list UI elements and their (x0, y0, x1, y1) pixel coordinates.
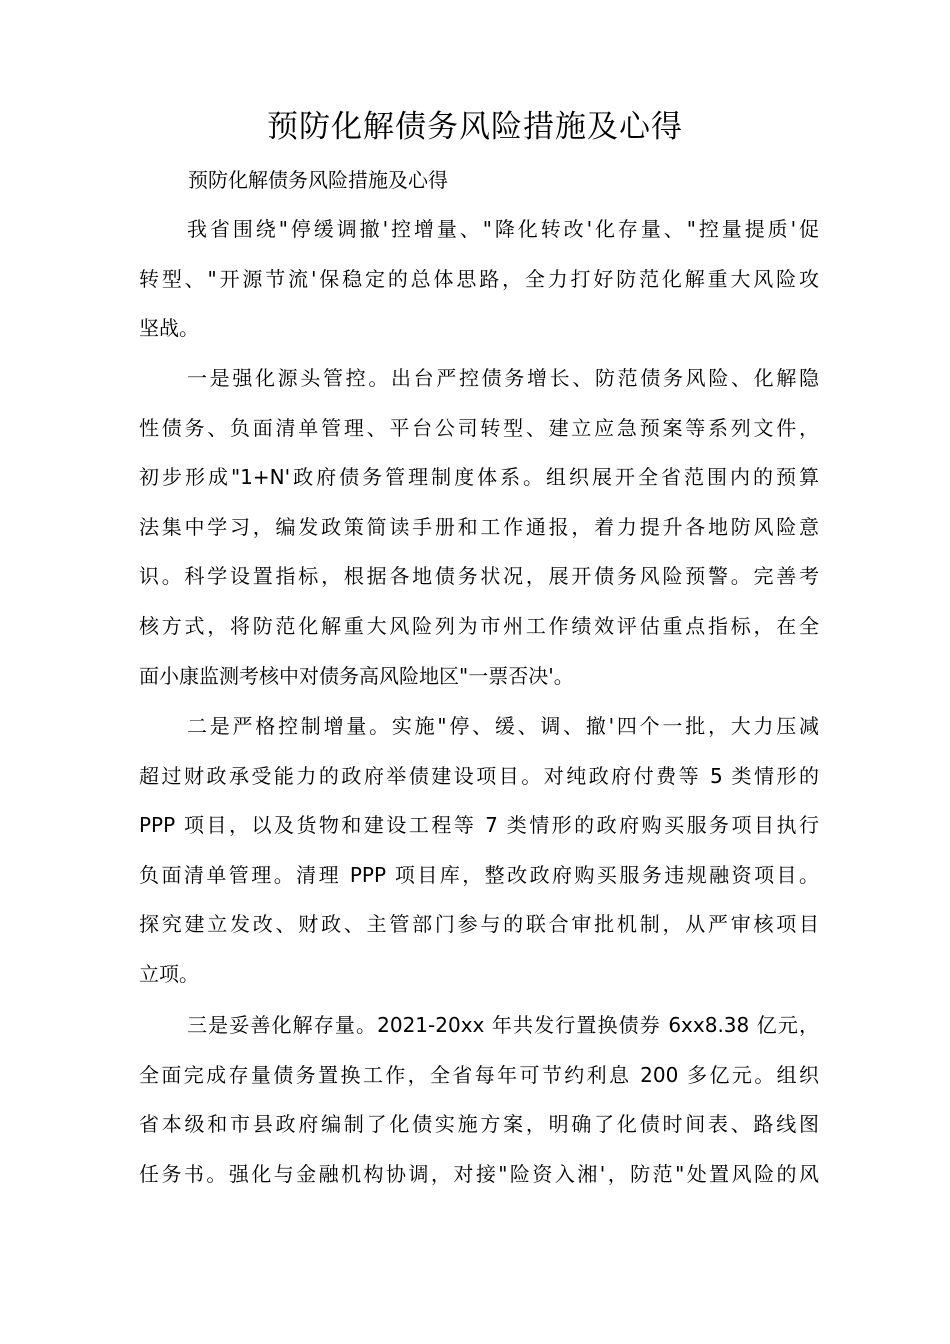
paragraph-line: 性债务、负面清单管理、平台公司转型、建立应急预案等系列文件， (139, 415, 819, 440)
paragraph-line: 探究建立发改、财政、主管部门参与的联合审批机制，从严审核项目 (139, 912, 819, 937)
paragraph-source-control (139, 354, 819, 701)
document-title: 预防化解债务风险措施及心得 (267, 109, 683, 145)
paragraph-resolve-stock (139, 1001, 819, 1199)
paragraph-line: 面小康监测考核中对债务高风险地区"一票否决'。 (139, 663, 574, 688)
paragraph-line: 任务书。强化与金融机构协调，对接"险资入湘'，防范"处置风险的风 (139, 1161, 819, 1186)
paragraph-line: 坚战。 (139, 316, 199, 341)
paragraph-line: 三是妥善化解存量。2021-20xx 年共发行置换债券 6xx8.38 亿元， (187, 1013, 819, 1037)
paragraph-line: 核方式，将防范化解重大风险列为市州工作绩效评估重点指标，在全 (139, 613, 819, 638)
paragraph-line: 初步形成"1+N'政府债务管理制度体系。组织展开全省范围内的预算 (139, 465, 819, 490)
paragraph-line: 超过财政承受能力的政府举债建设项目。对纯政府付费等 5 类情形的 (139, 763, 819, 788)
paragraph-line: 法集中学习，编发政策简读手册和工作通报，着力提升各地防风险意 (139, 514, 819, 539)
paragraph-line: 我省围绕"停缓调撤'控增量、"降化转改'化存量、"控量提质'促 (187, 217, 819, 241)
paragraph-line: 二是严格控制增量。实施"停、缓、调、撤'四个一批，大力压减 (187, 714, 819, 738)
paragraph-line: 一是强化源头管控。出台严控债务增长、防范债务风险、化解隐 (187, 366, 819, 390)
paragraph-line: 识。科学设置指标，根据各地债务状况，展开债务风险预警。完善考 (139, 564, 819, 589)
paragraph-line: 省本级和市县政府编制了化债实施方案，明确了化债时间表、路线图 (139, 1112, 819, 1137)
paragraph-control-increment (139, 702, 819, 1000)
paragraph-line: 全面完成存量债务置换工作，全省每年可节约利息 200 多亿元。组织 (139, 1062, 819, 1087)
paragraph-intro (139, 205, 819, 354)
paragraph-line: 转型、"开源节流'保稳定的总体思路，全力打好防范化解重大风险攻 (139, 266, 819, 291)
paragraph-line: 负面清单管理。清理 PPP 项目库，整改政府购买服务违规融资项目。 (139, 862, 819, 887)
paragraph-line: PPP 项目，以及货物和建设工程等 7 类情形的政府购买服务项目执行 (139, 813, 819, 838)
paragraph-line: 立项。 (139, 961, 199, 986)
document-subtitle: 预防化解债务风险措施及心得 (188, 168, 448, 192)
